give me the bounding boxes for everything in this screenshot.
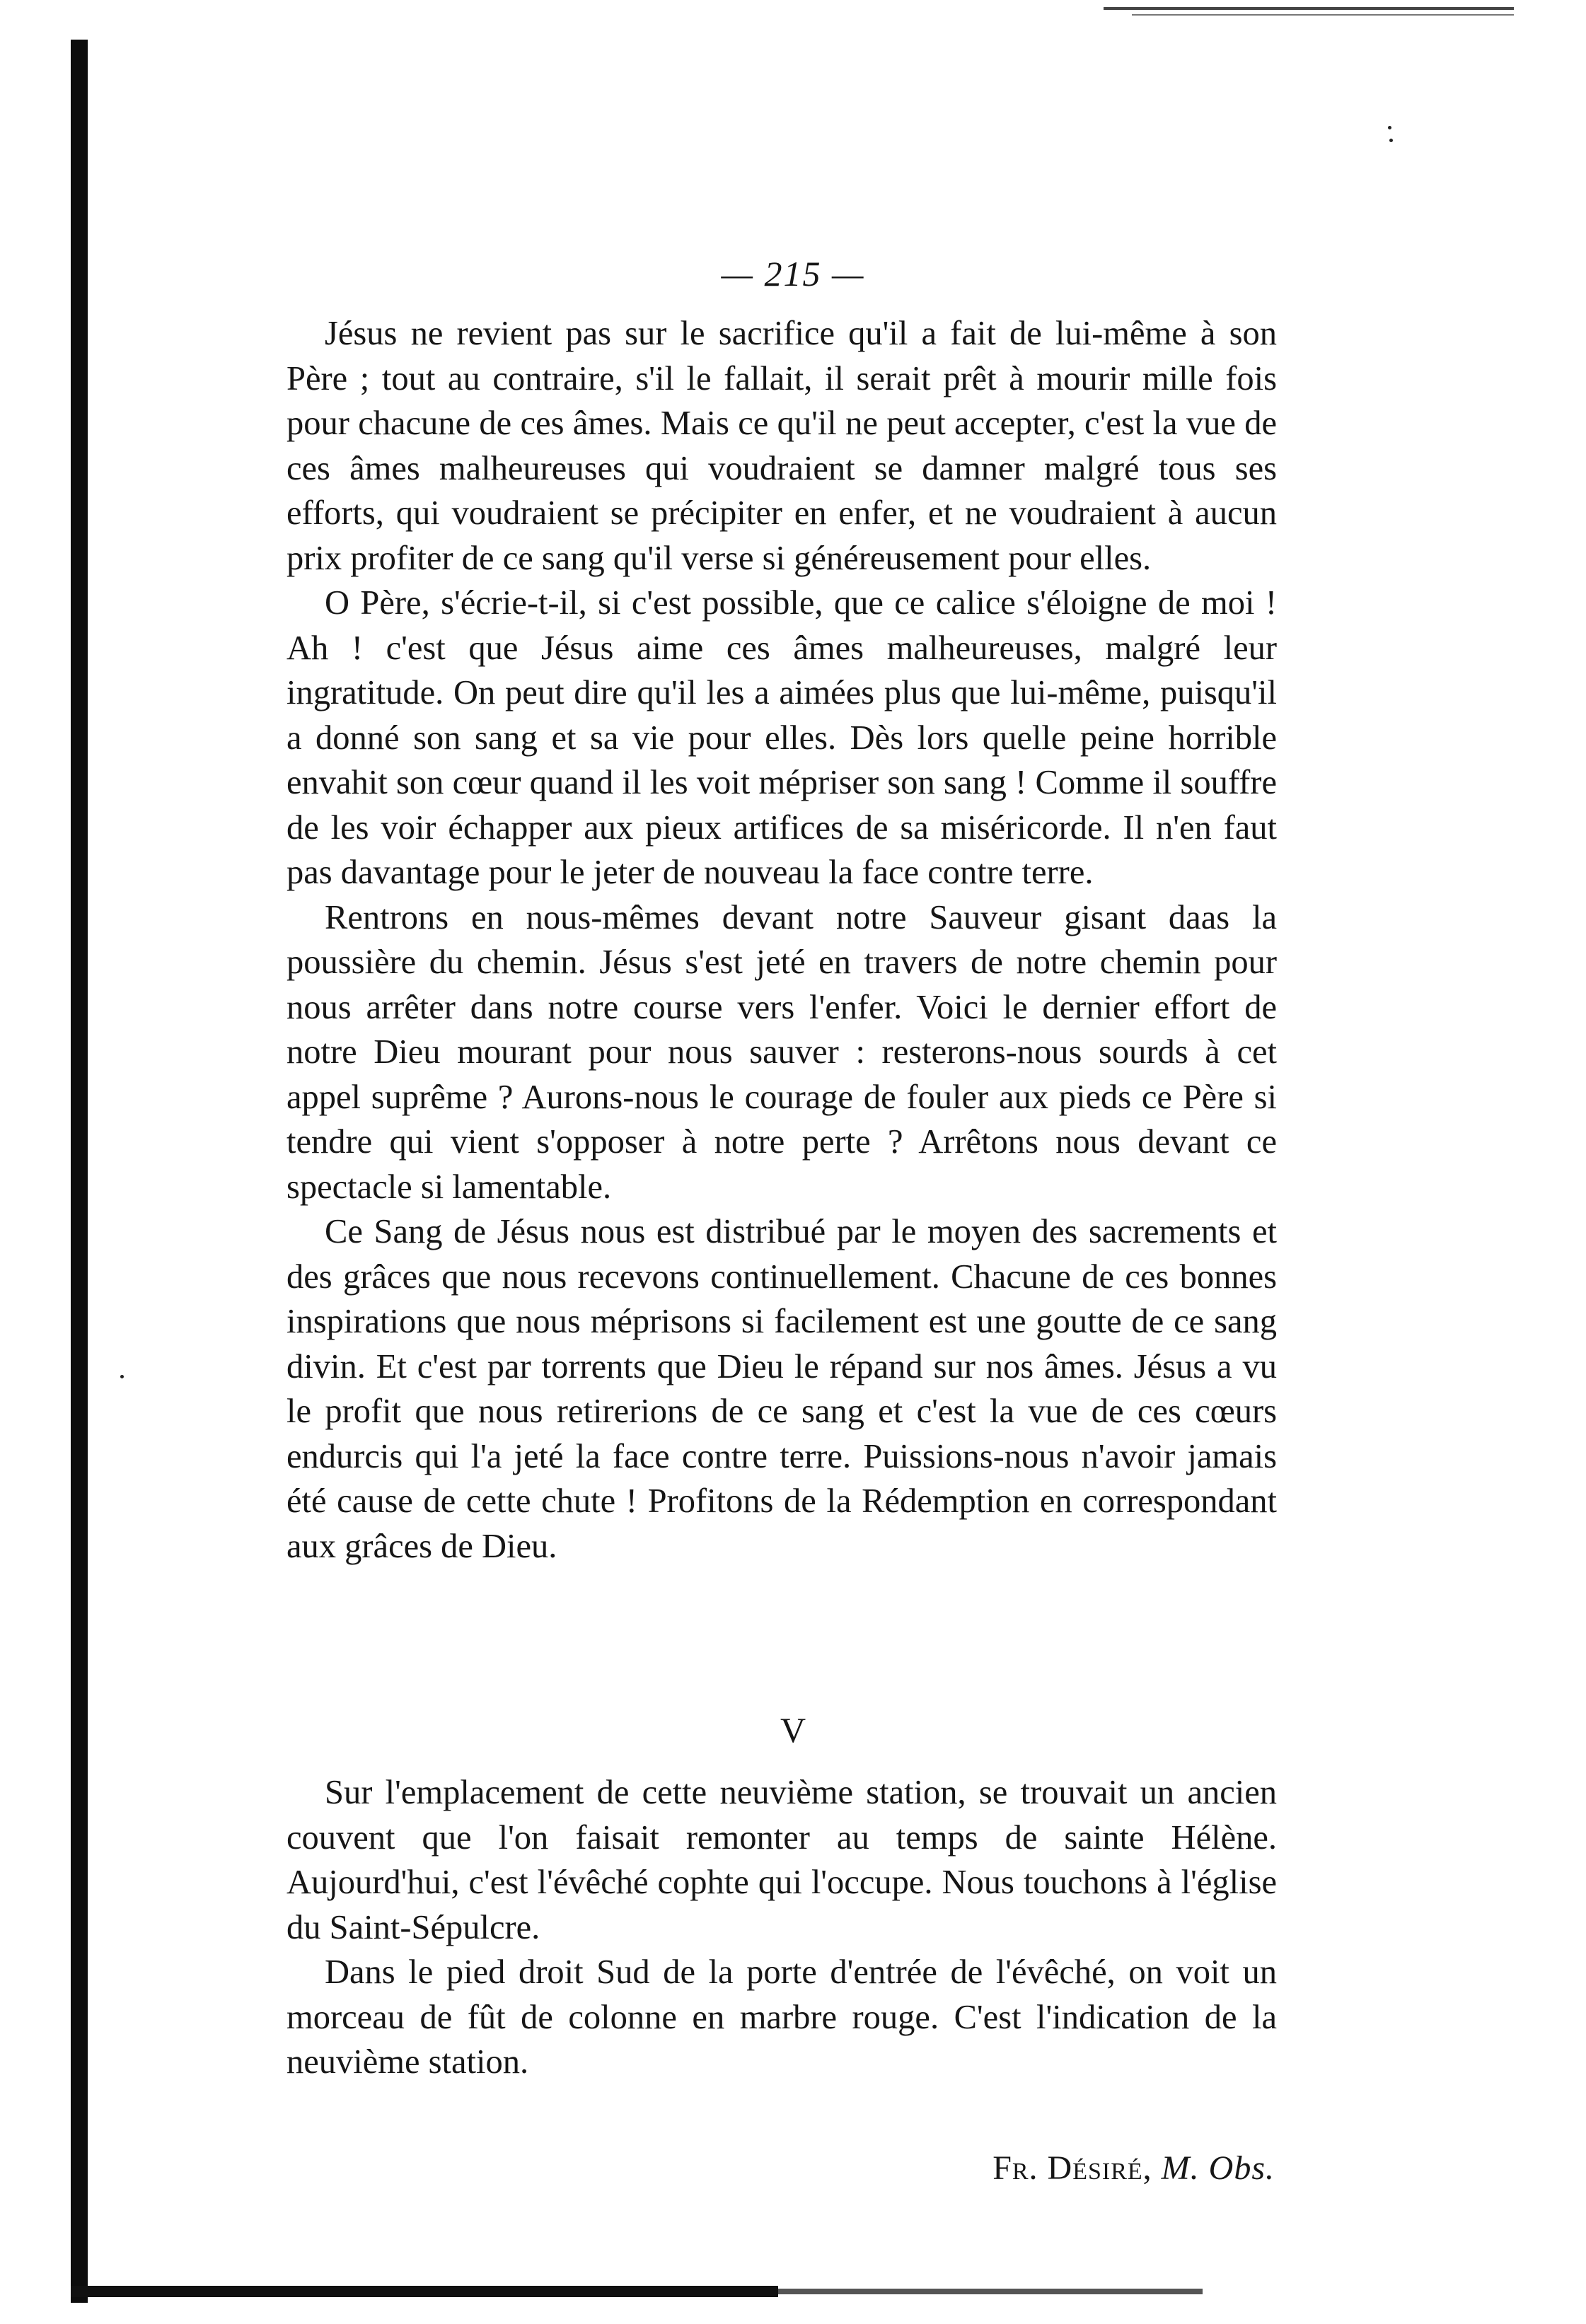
paragraph: Jésus ne revient pas sur le sacrifice qu'il a fait de lui-même à son Père ; tout au contraire, s'il le fallait, il serait prêt à mourir mille fois pour chacune de ces âmes. Mais ce qu'il ne peut accepter, c'est la vue de ces âmes malheureuses qui voudraient se damner malgré tous ses efforts, qui voudraient se précipiter en enfer, et ne voudraient à aucun prix profiter de ce sang qu'il verse si généreusement pour elles. [286, 315, 1277, 577]
section-mark: V [780, 1710, 806, 1750]
scan-edge-bottom [71, 2286, 778, 2297]
paragraph: Ce Sang de Jésus nous est distribué par le moyen des sacrements et des grâces que nous recevons continuellement. Chacune de ces bonnes inspirations que nous méprisons si facilement est une goutte de ce sang divin. Et c'est par torrents que Dieu le répand sur nos âmes. Jésus a vu le profit que nous retirerions de ce sang et c'est la vue de ces cœurs endurcis qui l'a jeté la face contre terre. Puissions-nous n'avoir jamais été cause de cette chute ! Profitons de la Rédemption en correspondant aux grâces de Dieu. [286, 1213, 1277, 1565]
signature-name: Fr. Désiré, [992, 2149, 1152, 2187]
paragraph: Rentrons en nous-mêmes devant notre Sauveur gisant daas la poussière du chemin. Jésus s'est jeté en travers de notre chemin pour nous arrêter dans notre course vers l'enfer. Voici le dernier effort de notre Dieu mourant pour nous sauver : resterons-nous sourds à cet appel suprême ? Aurons-nous le courage de fouler aux pieds ce Père si tendre qui vient s'opposer à notre perte ? Arrêtons nous devant ce spectacle si lamentable. [286, 898, 1277, 1206]
scan-speck [1388, 126, 1391, 129]
paragraph: Sur l'emplacement de cette neuvième station, se trouvait un ancien couvent que l'on faisait remonter au temps de sainte Hélène. Aujourd'hui, c'est l'évêché cophte qui l'occupe. Nous touchons à l'église du Saint-Sépulcre. [286, 1774, 1277, 1946]
scan-speck [1389, 139, 1393, 142]
signature-title: M. Obs. [1161, 2149, 1275, 2187]
paragraph: O Père, s'écrie-t-il, si c'est possible, que ce calice s'éloigne de moi ! Ah ! c'est que Jésus aime ces âmes malheureuses, malgré leur ingratitude. On peut dire qu'il les a aimées plus que lui-même, puisqu'il a donné son sang et sa vie pour elles. Dès lors quelle peine horrible envahit son cœur quand il les voit mépriser son sang ! Comme il souffre de les voir échapper aux pieux artifices de sa miséricorde. Il n'en faut pas davantage pour le jeter de nouveau la face contre terre. [286, 584, 1277, 891]
page-number: — 215 — [721, 254, 865, 294]
body-text [286, 311, 1277, 1569]
scan-edge-top [1104, 7, 1514, 10]
paragraph: Dans le pied droit Sud de la porte d'entrée de l'évêché, on voit un morceau de fût de colonne en marbre rouge. C'est l'indication de la neuvième station. [286, 1953, 1277, 2081]
scan-edge-bottom-fade [778, 2289, 1203, 2294]
scan-edge-top-thin [1132, 14, 1514, 16]
signature [992, 2149, 1275, 2188]
scan-edge-left [71, 40, 88, 2303]
body-text-continued [286, 1770, 1277, 2085]
scan-speck [120, 1375, 124, 1378]
